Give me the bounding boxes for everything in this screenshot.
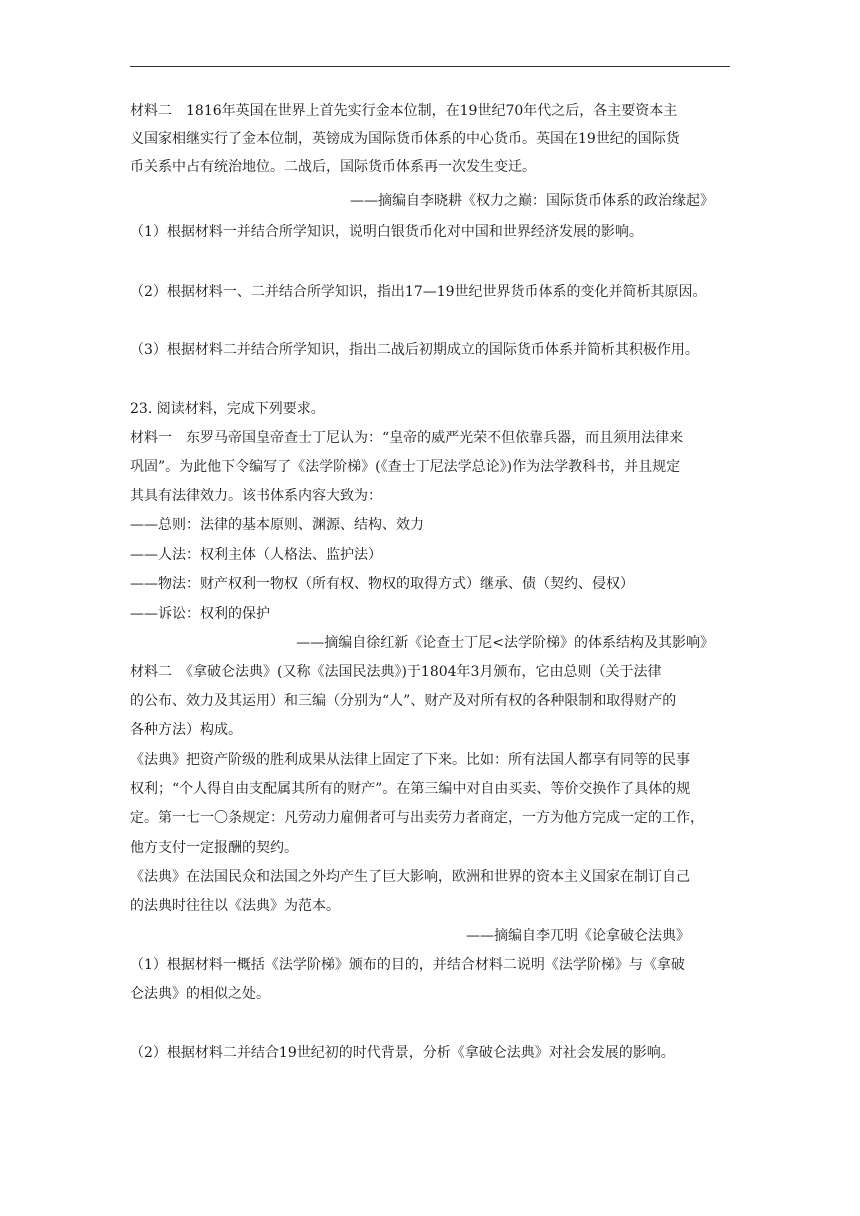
q22-question-1: （1）根据材料一并结合所学知识，说明白银货币化对中国和世界经济发展的影响。 <box>130 224 643 240</box>
q23-material2-line-6: 定。第一七一〇条规定：凡劳动力雇佣者可与出卖劳力者商定，一方为他方完成一定的工作， <box>130 810 704 826</box>
q23-material2-line-5: 权利；“个人得自由支配属其所有的财产”。在第三编中对自由买卖、等价交换作了具体的规 <box>130 781 691 797</box>
q23-material1-line-6: ——物法：财产权利一物权（所有权、物权的取得方式）继承、债（契约、侵权） <box>130 576 634 592</box>
q23-material2-line-8: 《法典》在法国民众和法国之外均产生了巨大影响，欧洲和世界的资本主义国家在制订自己 <box>130 869 690 885</box>
material2-line-3: 币关系中占有统治地位。二战后，国际货币体系再一次发生变迁。 <box>130 159 536 175</box>
q23-material2-line-1: 材料二 《拿破仑法典》(又称《法国民法典》)于1804年3月颁布，它由总则（关于法律 <box>130 664 662 680</box>
q23-material1-line-7: ——诉讼：权利的保护 <box>130 606 270 622</box>
q23-material2-line-9: 的法典时往往以《法典》为范本。 <box>130 898 340 914</box>
q23-material1-source: ——摘编自徐红新《论查士丁尼<法学阶梯》的体系结构及其影响》 <box>296 635 714 651</box>
q23-question-1-line-2: 仑法典》的相似之处。 <box>130 986 270 1002</box>
q23-material2-line-4: 《法典》把资产阶级的胜利成果从法律上固定了下来。比如：所有法国人都享有同等的民事 <box>130 752 690 768</box>
q23-title: 23. 阅读材料，完成下列要求。 <box>130 401 325 417</box>
q22-question-3: （3）根据材料二并结合所学知识，指出二战后初期成立的国际货币体系并简析其积极作用。 <box>130 342 699 358</box>
q23-material2-line-2: 的公布、效力及其运用）和三编（分别为“人”、财产及对所有权的各种限制和取得财产的 <box>130 693 677 709</box>
q23-material2-line-7: 他方支付一定报酬的契约。 <box>130 840 298 856</box>
q23-material1-line-5: ——人法：权利主体（人格法、监护法） <box>130 547 382 563</box>
q23-material2-line-3: 各种方法）构成。 <box>130 722 242 738</box>
material2-source: ——摘编自李晓耕《权力之巅：国际货币体系的政治缘起》 <box>350 193 714 209</box>
q23-question-1-line-1: （1）根据材料一概括《法学阶梯》颁布的目的，并结合材料二说明《法学阶梯》与《拿破 <box>130 957 685 973</box>
material2-line-1: 材料二 1816年英国在世界上首先实行金本位制，在19世纪70年代之后，各主要资本主 <box>130 103 678 119</box>
header-rule <box>130 66 730 67</box>
q23-material1-line-1: 材料一 东罗马帝国皇帝查士丁尼认为：“皇帝的威严光荣不但依靠兵器，而且须用法律来 <box>130 430 684 446</box>
q23-question-2: （2）根据材料二并结合19世纪初的时代背景，分析《拿破仑法典》对社会发展的影响。 <box>130 1045 675 1061</box>
q22-question-2: （2）根据材料一、二并结合所学知识，指出17—19世纪世界货币体系的变化并简析其原因。 <box>130 284 707 300</box>
q23-material1-line-4: ——总则：法律的基本原则、渊源、结构、效力 <box>130 517 424 533</box>
q23-material2-source: ——摘编自李兀明《论拿破仑法典》 <box>466 928 690 944</box>
q23-material1-line-3: 其具有法律效力。该书体系内容大致为： <box>130 488 382 504</box>
material2-line-2: 义国家相继实行了金本位制，英镑成为国际货币体系的中心货币。英国在19世纪的国际货 <box>130 131 680 147</box>
q23-material1-line-2: 巩固”。为此他下令编写了《法学阶梯》(《查士丁尼法学总论》)作为法学教科书，并且规定 <box>130 459 681 475</box>
